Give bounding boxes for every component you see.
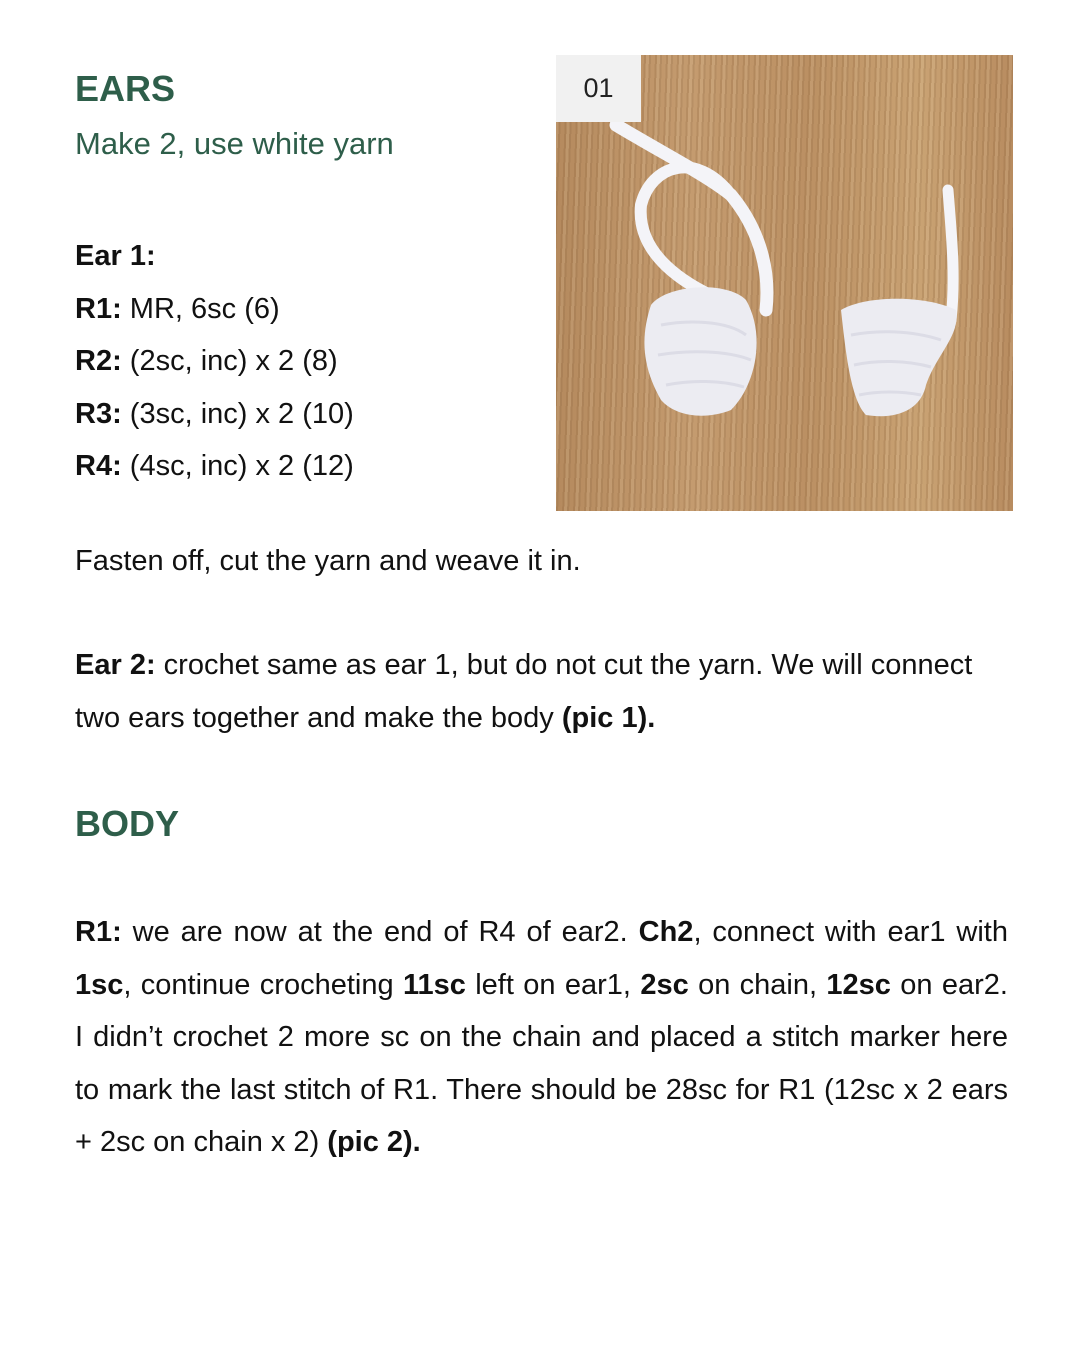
round-row [75, 283, 354, 336]
round-row [75, 388, 354, 441]
pic1-reference: (pic 1). [561, 701, 656, 734]
ear2-instructions [75, 639, 1008, 744]
stitch-count-bold: 12sc [826, 968, 891, 1001]
ear1-instructions [75, 230, 354, 493]
ears-subheading: Make 2, use white yarn [75, 126, 394, 161]
pic2-reference: (pic 2). [327, 1126, 421, 1158]
ears-heading: EARS [75, 68, 176, 109]
round-text: (2sc, inc) x 2 (8) [121, 345, 338, 377]
fasten-off-text: Fasten off, cut the yarn and weave it in. [75, 545, 581, 577]
round-label: R4: [75, 450, 122, 482]
stitch-count-bold: 11sc [402, 968, 466, 1001]
body-r1-text: left on ear1, [465, 968, 641, 1001]
round-text: MR, 6sc (6) [121, 292, 280, 325]
photo-number-label: 01 [556, 55, 641, 122]
body-r1-text: on ear2. I didn’t crochet 2 more sc on the chain and placed a stitch marker here to mark the last stitch of R1. There should be 28sc for R1 (12sc x 2 ears + 2sc on chain x 2) [75, 968, 1008, 1158]
body-r1-text: , continue crocheting [123, 968, 403, 1001]
stitch-count-bold: 2sc [640, 968, 689, 1001]
ears-photo [556, 55, 1013, 511]
ear1-title: Ear 1: [75, 240, 156, 272]
body-r1-text: , connect with ear1 with [693, 916, 1008, 948]
stitch-count-bold: Ch2 [638, 916, 694, 948]
ear2-label: Ear 2: [75, 649, 156, 681]
body-r1-instructions [75, 906, 1008, 1169]
round-label: R3: [75, 397, 122, 430]
body-r1-label: R1: [75, 916, 122, 948]
round-text: (4sc, inc) x 2 (12) [121, 450, 354, 482]
round-text: (3sc, inc) x 2 (10) [121, 397, 354, 430]
crochet-ears-illustration [556, 55, 1013, 511]
round-row [75, 335, 354, 388]
body-r1-text: we are now at the end of R4 of ear2. [121, 916, 639, 948]
body-r1-text: on chain, [688, 968, 827, 1001]
round-label: R1: [75, 292, 122, 325]
round-label: R2: [75, 345, 122, 377]
body-heading: BODY [75, 803, 180, 844]
round-row [75, 440, 354, 493]
stitch-count-bold: 1sc [75, 968, 124, 1001]
ear2-text: crochet same as ear 1, but do not cut the yarn. We will connect two ears together and make the body [75, 649, 973, 734]
